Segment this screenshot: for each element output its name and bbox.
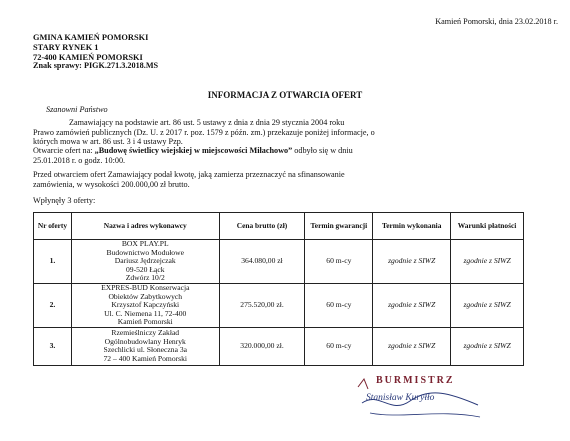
offer-warranty: 60 m-cy [305, 283, 373, 327]
address-line: GMINA KAMIEŃ POMORSKI [33, 33, 149, 42]
header-offer-no: Nr oferty [34, 213, 72, 240]
paragraph-line [33, 146, 557, 156]
table-row [34, 283, 524, 327]
offer-execution: zgodnie z SIWZ [373, 327, 451, 365]
offer-execution: zgodnie z SIWZ [373, 283, 451, 327]
contractor-line: 72 – 400 Kamień Pomorski [103, 354, 188, 364]
opening-paragraph [33, 146, 557, 165]
offer-no: 3. [34, 327, 72, 365]
budget-paragraph [33, 170, 557, 189]
stamp-signature: Stanisław Kuryłło [366, 393, 435, 403]
contractor-line: Krzysztof Kapczyński [111, 300, 180, 310]
paragraph-line: Przed otwarciem ofert Zamawiający podał kwotę, jaką zamierza przeznaczyć na sfinansowanie [33, 170, 345, 179]
contractor-line: 09-520 Łąck [125, 264, 165, 274]
opening-suffix: odbyło się w dniu [292, 146, 353, 155]
project-name: „Budowę świetlicy wiejskiej w miejscowości Miłachowo” [94, 146, 293, 155]
offer-payment: zgodnie z SIWZ [451, 327, 524, 365]
contractor-line: Zdwórz 10/2 [125, 273, 165, 283]
paragraph-line: Zamawiający na podstawie art. 86 ust. 5 ustawy z dnia z dnia 29 stycznia 2004 roku [69, 118, 345, 127]
opening-prefix: Otwarcie ofert na: [33, 146, 95, 155]
table-row [34, 327, 524, 365]
case-reference: Znak sprawy: PIGK.271.3.2018.MS [33, 61, 159, 70]
offer-no: 2. [34, 283, 72, 327]
contractor-line: Budownictwo Modułowe [106, 247, 184, 257]
header-contractor: Nazwa i adres wykonawcy [71, 213, 219, 240]
salutation: Szanowni Państwo [46, 105, 108, 114]
address-line: STARY RYNEK 1 [33, 42, 99, 52]
contractor-name [71, 283, 219, 327]
offer-price: 275.520,00 zł. [219, 283, 305, 327]
contractor-line: Rzemieślniczy Zakład [111, 328, 180, 338]
stamp-title: BURMISTRZ [376, 375, 455, 386]
contractor-line: Kamień Pomorski [117, 317, 173, 327]
offers-count: Wpłynęły 3 oferty: [33, 196, 96, 205]
header-payment: Warunki płatności [451, 213, 524, 240]
contractor-line: Szechlicki ul. Słoneczna 3a [103, 345, 188, 355]
contractor-line: Ogólnobudowlany Henryk [104, 336, 186, 346]
paragraph-line: których mowa w art. 86 ust. 3 i 4 ustawy Pzp. [33, 137, 183, 147]
contractor-line: Obiektów Zabytkowych [108, 291, 183, 301]
paragraph-line: zamówienia, w wysokości 200.000,00 zł brutto. [33, 179, 190, 189]
header-price: Cena brutto (zł) [219, 213, 305, 240]
contractor-name [71, 327, 219, 365]
document-title: INFORMACJA Z OTWARCIA OFERT [207, 90, 363, 100]
contractor-line: Ul. C. Niemena 11, 72-400 [104, 308, 187, 318]
contractor-line: Dariusz Jędrzejczak [114, 256, 176, 266]
date-line: Kamień Pomorski, dnia 23.02.2018 r. [435, 17, 558, 26]
offer-no: 1. [34, 240, 72, 284]
address-line: 72-400 KAMIEŃ POMORSKI [33, 52, 143, 62]
header-execution: Termin wykonania [373, 213, 451, 240]
issuer-address [33, 33, 148, 62]
legal-basis-paragraph [33, 118, 557, 147]
table-header-row [34, 213, 524, 240]
offer-payment: zgodnie z SIWZ [451, 240, 524, 284]
paragraph-line: Prawo zamówień publicznych (Dz. U. z 2017 r. poz. 1579 z późn. zm.) przekazuje poniżej informacje, o [33, 127, 375, 137]
contractor-name [71, 240, 219, 284]
offer-payment: zgodnie z SIWZ [451, 283, 524, 327]
offers-table [33, 212, 524, 366]
offer-price: 364.080,00 zł [219, 240, 305, 284]
offer-execution: zgodnie z SIWZ [373, 240, 451, 284]
contractor-line: EXPRES-BUD Konserwacja [101, 282, 190, 292]
offer-warranty: 60 m-cy [305, 240, 373, 284]
table-row [34, 240, 524, 284]
paragraph-line: 25.01.2018 r. o godz. 10:00. [33, 155, 126, 165]
mayor-stamp [350, 373, 490, 425]
contractor-line: BOX PLAY.PL [121, 239, 169, 248]
offer-price: 320.000,00 zł. [219, 327, 305, 365]
header-warranty: Termin gwarancji [305, 213, 373, 240]
offer-warranty: 60 m-cy [305, 327, 373, 365]
